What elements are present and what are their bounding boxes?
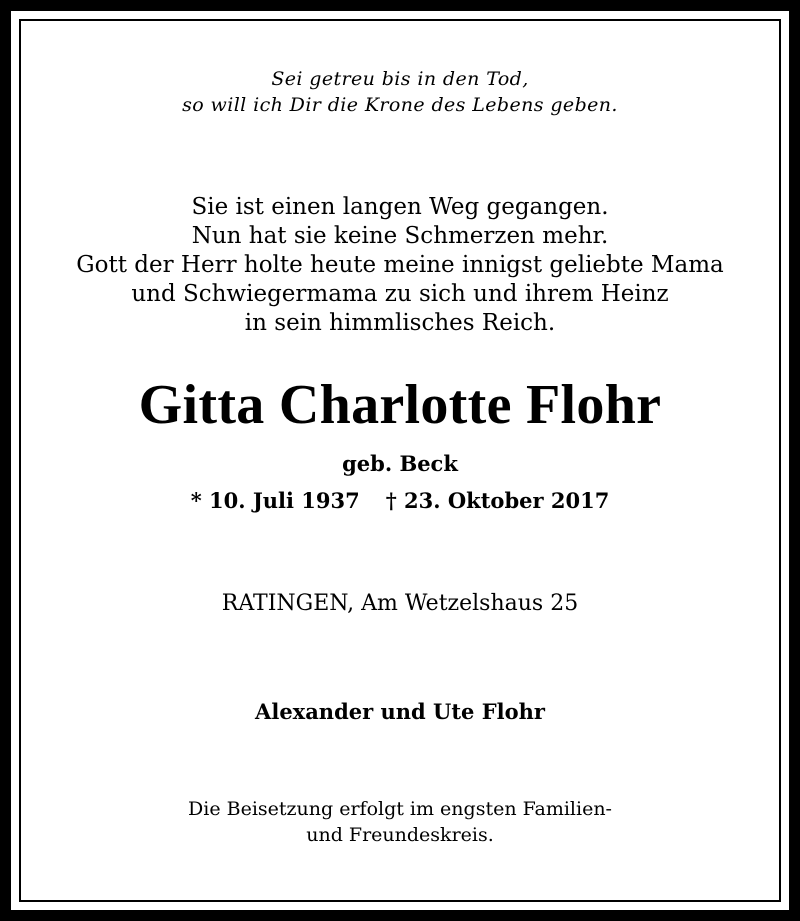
maiden-name: geb. Beck [342,451,458,476]
intro-line-5: in sein himmlisches Reich. [244,310,556,336]
deceased-name: Gitta Charlotte Flohr [138,374,662,436]
intro-line-3: Gott der Herr holte heute meine innigst geliebte Mama [76,252,724,278]
motto-line-2: so will ich Dir die Krone des Lebens geben. [182,94,618,116]
birth-date: * 10. Juli 1937 [190,488,360,513]
intro-line-2: Nun hat sie keine Schmerzen mehr. [191,223,609,249]
burial-note-line-1: Die Beisetzung erfolgt im engsten Familien- [188,798,612,820]
mourners: Alexander und Ute Flohr [255,699,545,724]
address: RATINGEN, Am Wetzelshaus 25 [221,591,579,616]
motto-line-1: Sei getreu bis in den Tod, [271,68,529,90]
inner-border [19,19,781,902]
notice-panel [11,11,789,910]
death-date: † 23. Oktober 2017 [385,488,610,513]
intro-line-1: Sie ist einen langen Weg gegangen. [191,194,609,220]
intro-line-4: und Schwiegermama zu sich und ihrem Heinz [131,281,669,307]
burial-note-line-2: und Freundeskreis. [306,824,494,846]
life-dates [21,487,779,515]
